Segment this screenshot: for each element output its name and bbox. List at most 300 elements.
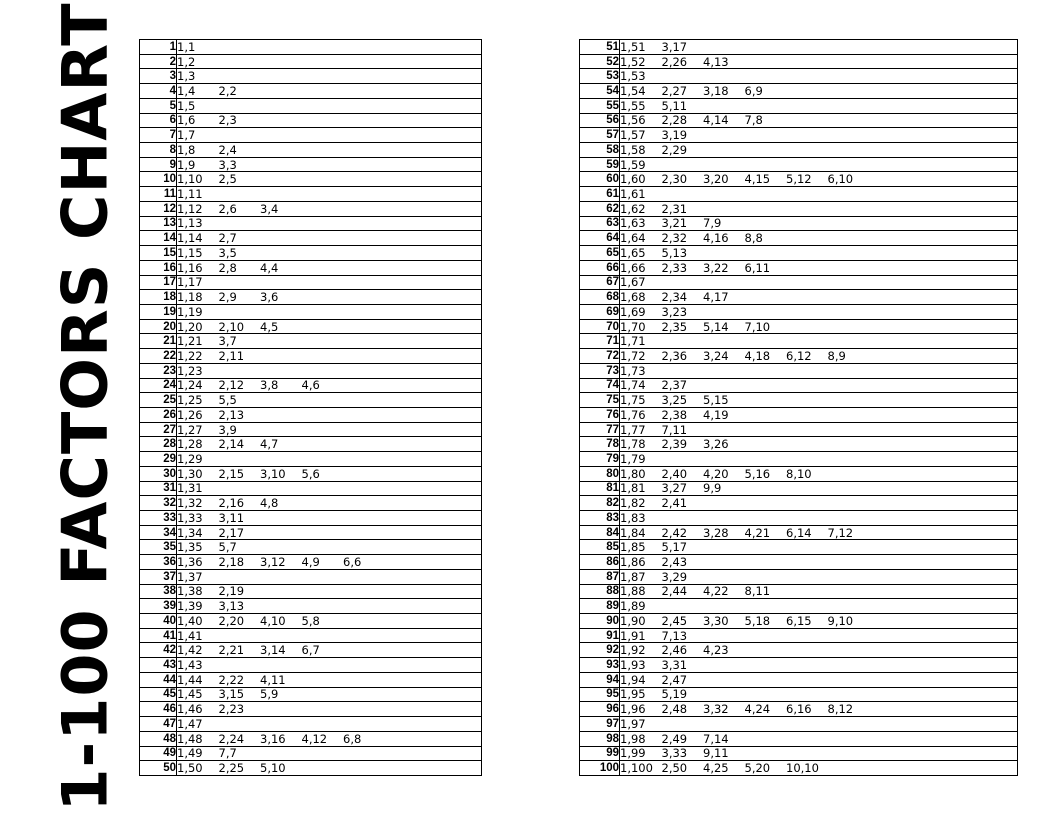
table-row bbox=[580, 584, 1018, 599]
factor-pair: 5,10 bbox=[260, 761, 286, 776]
factor-pair: 1,87 bbox=[620, 569, 646, 584]
factor-pair: 4,11 bbox=[260, 672, 286, 687]
row-number: 33 bbox=[140, 511, 177, 526]
factor-pair: 3,14 bbox=[260, 643, 286, 658]
factors-table-right bbox=[579, 39, 1018, 776]
row-number: 66 bbox=[580, 260, 620, 275]
factor-pair: 4,25 bbox=[703, 761, 729, 776]
factor-pairs bbox=[177, 378, 482, 393]
factor-pair: 6,8 bbox=[343, 731, 362, 746]
table-row bbox=[580, 452, 1018, 467]
table-row bbox=[140, 540, 482, 555]
row-number: 21 bbox=[140, 334, 177, 349]
factor-pair: 1,52 bbox=[620, 54, 646, 69]
factor-pair: 1,58 bbox=[620, 142, 646, 157]
factor-pairs bbox=[620, 84, 1018, 99]
row-number: 40 bbox=[140, 614, 177, 629]
factor-pair: 1,20 bbox=[177, 319, 203, 334]
factor-pairs bbox=[177, 422, 482, 437]
factor-pair: 1,27 bbox=[177, 422, 203, 437]
factor-pair: 2,13 bbox=[218, 407, 245, 422]
factor-pair: 2,38 bbox=[661, 407, 688, 422]
table-row bbox=[580, 731, 1018, 746]
factor-pair: 2,10 bbox=[218, 319, 245, 334]
factor-pair: 6,11 bbox=[744, 260, 771, 275]
factor-pairs bbox=[620, 40, 1018, 55]
table-row bbox=[140, 687, 482, 702]
factor-pair: 1,93 bbox=[620, 658, 646, 673]
factor-pair: 1,65 bbox=[620, 245, 646, 260]
factor-pair: 1,13 bbox=[177, 216, 203, 231]
row-number: 46 bbox=[140, 702, 177, 717]
table-row bbox=[140, 157, 482, 172]
factor-pair: 1,90 bbox=[620, 613, 646, 628]
factor-pair: 1,71 bbox=[620, 334, 646, 349]
factor-pair: 1,56 bbox=[620, 113, 646, 128]
factor-pair: 4,24 bbox=[744, 702, 771, 717]
factor-pair: 1,46 bbox=[177, 702, 203, 717]
factor-pair: 1,21 bbox=[177, 334, 203, 349]
row-number: 24 bbox=[140, 378, 177, 393]
factor-pairs bbox=[177, 672, 482, 687]
factor-pairs bbox=[620, 128, 1018, 143]
factor-pair: 2,44 bbox=[661, 584, 688, 599]
row-number: 19 bbox=[140, 304, 177, 319]
table-row bbox=[580, 525, 1018, 540]
factor-pair: 4,17 bbox=[703, 290, 729, 305]
factor-pairs bbox=[620, 496, 1018, 511]
row-number: 11 bbox=[140, 187, 177, 202]
table-row bbox=[140, 614, 482, 629]
factor-pairs bbox=[620, 172, 1018, 187]
factor-pair: 3,29 bbox=[661, 569, 688, 584]
factor-pair: 2,16 bbox=[218, 496, 245, 511]
factor-pair: 1,59 bbox=[620, 157, 646, 172]
factor-pair: 5,6 bbox=[301, 466, 320, 481]
table-row bbox=[140, 187, 482, 202]
factor-pair: 1,8 bbox=[177, 142, 196, 157]
row-number: 98 bbox=[580, 731, 620, 746]
factor-pair: 5,18 bbox=[744, 613, 771, 628]
factor-pair: 1,92 bbox=[620, 643, 646, 658]
row-number: 94 bbox=[580, 672, 620, 687]
table-row bbox=[580, 569, 1018, 584]
factor-pair: 1,14 bbox=[177, 231, 203, 246]
factor-pairs bbox=[177, 466, 482, 481]
row-number: 70 bbox=[580, 319, 620, 334]
factor-pair: 3,9 bbox=[218, 422, 237, 437]
factor-pair: 9,10 bbox=[827, 613, 854, 628]
factor-pair: 1,79 bbox=[620, 451, 646, 466]
factor-pair: 1,66 bbox=[620, 260, 646, 275]
factor-pair: 1,38 bbox=[177, 584, 203, 599]
factor-pairs bbox=[177, 643, 482, 658]
table-row bbox=[580, 40, 1018, 55]
factor-pairs bbox=[177, 687, 482, 702]
factor-pair: 1,63 bbox=[620, 216, 646, 231]
table-row bbox=[580, 157, 1018, 172]
factor-pair: 2,36 bbox=[661, 348, 688, 363]
factor-pair: 1,67 bbox=[620, 275, 646, 290]
factor-pair: 1,48 bbox=[177, 731, 203, 746]
factor-pair: 2,6 bbox=[218, 201, 237, 216]
factor-pairs bbox=[620, 304, 1018, 319]
factor-pairs bbox=[620, 378, 1018, 393]
factor-pair: 4,21 bbox=[744, 525, 771, 540]
factor-pair: 6,16 bbox=[786, 702, 812, 717]
factor-pair: 2,24 bbox=[218, 731, 245, 746]
factor-pair: 5,7 bbox=[218, 540, 237, 555]
factor-pairs bbox=[620, 69, 1018, 84]
factor-pairs bbox=[620, 334, 1018, 349]
table-row bbox=[580, 437, 1018, 452]
factor-pair: 2,45 bbox=[661, 613, 688, 628]
factor-pair: 1,39 bbox=[177, 599, 203, 614]
factor-pair: 6,10 bbox=[827, 172, 854, 187]
factor-pair: 1,69 bbox=[620, 304, 646, 319]
factor-pair: 1,97 bbox=[620, 716, 646, 731]
factor-pairs bbox=[620, 555, 1018, 570]
table-row bbox=[140, 319, 482, 334]
factor-pair: 1,62 bbox=[620, 201, 646, 216]
row-number: 89 bbox=[580, 599, 620, 614]
factor-pair: 1,26 bbox=[177, 407, 203, 422]
row-number: 71 bbox=[580, 334, 620, 349]
factor-pair: 4,5 bbox=[260, 319, 279, 334]
row-number: 18 bbox=[140, 290, 177, 305]
factor-pair: 1,60 bbox=[620, 172, 646, 187]
factor-pair: 1,7 bbox=[177, 128, 196, 143]
factor-pair: 3,30 bbox=[703, 613, 729, 628]
row-number: 9 bbox=[140, 157, 177, 172]
factor-pair: 1,16 bbox=[177, 260, 203, 275]
factor-pairs bbox=[177, 540, 482, 555]
factor-pair: 1,76 bbox=[620, 407, 646, 422]
row-number: 27 bbox=[140, 422, 177, 437]
table-row bbox=[580, 216, 1018, 231]
table-row bbox=[580, 334, 1018, 349]
factor-pair: 2,20 bbox=[218, 613, 245, 628]
row-number: 20 bbox=[140, 319, 177, 334]
factor-pair: 2,25 bbox=[218, 761, 245, 776]
factor-pair: 3,3 bbox=[218, 157, 237, 172]
factor-pair: 1,72 bbox=[620, 348, 646, 363]
table-row bbox=[580, 349, 1018, 364]
factor-pair: 6,14 bbox=[786, 525, 812, 540]
table-row bbox=[580, 407, 1018, 422]
factor-pair: 1,41 bbox=[177, 628, 203, 643]
factor-pair: 7,13 bbox=[661, 628, 688, 643]
factor-pairs bbox=[177, 407, 482, 422]
factor-pairs bbox=[177, 128, 482, 143]
factor-pair: 1,28 bbox=[177, 437, 203, 452]
factor-pairs bbox=[177, 658, 482, 673]
factor-pair: 4,9 bbox=[301, 555, 320, 570]
row-number: 91 bbox=[580, 628, 620, 643]
row-number: 79 bbox=[580, 452, 620, 467]
table-row bbox=[580, 496, 1018, 511]
factor-pair: 8,11 bbox=[744, 584, 771, 599]
factor-pairs bbox=[177, 334, 482, 349]
table-row bbox=[140, 334, 482, 349]
table-row bbox=[140, 113, 482, 128]
factor-pair: 7,12 bbox=[827, 525, 854, 540]
factor-pairs bbox=[177, 113, 482, 128]
factor-pair: 1,30 bbox=[177, 466, 203, 481]
table-row bbox=[580, 246, 1018, 261]
factor-pairs bbox=[177, 569, 482, 584]
table-row bbox=[140, 643, 482, 658]
factor-pair: 9,9 bbox=[703, 481, 722, 496]
factor-pair: 1,29 bbox=[177, 451, 203, 466]
factor-pair: 1,3 bbox=[177, 69, 196, 84]
factor-pair: 1,85 bbox=[620, 540, 646, 555]
row-number: 51 bbox=[580, 40, 620, 55]
table-row bbox=[580, 466, 1018, 481]
table-row bbox=[580, 54, 1018, 69]
table-row bbox=[580, 702, 1018, 717]
row-number: 57 bbox=[580, 128, 620, 143]
factor-pair: 4,15 bbox=[744, 172, 771, 187]
factor-pairs bbox=[620, 407, 1018, 422]
factor-pair: 3,7 bbox=[218, 334, 237, 349]
row-number: 85 bbox=[580, 540, 620, 555]
table-row bbox=[140, 525, 482, 540]
row-number: 81 bbox=[580, 481, 620, 496]
factor-pair: 1,99 bbox=[620, 746, 646, 761]
factor-pairs bbox=[177, 275, 482, 290]
factor-pairs bbox=[620, 157, 1018, 172]
factor-pair: 1,83 bbox=[620, 510, 646, 525]
factor-pair: 5,9 bbox=[260, 687, 279, 702]
factor-pair: 1,96 bbox=[620, 702, 646, 717]
factor-pair: 1,70 bbox=[620, 319, 646, 334]
table-row bbox=[140, 511, 482, 526]
factor-pairs bbox=[177, 628, 482, 643]
factor-pair: 3,5 bbox=[218, 245, 237, 260]
factor-pair: 3,4 bbox=[260, 201, 279, 216]
factor-pair: 7,7 bbox=[218, 746, 237, 761]
row-number: 75 bbox=[580, 393, 620, 408]
table-row bbox=[580, 628, 1018, 643]
factor-pair: 5,20 bbox=[744, 761, 771, 776]
factor-pair: 7,9 bbox=[703, 216, 722, 231]
factor-pairs bbox=[620, 569, 1018, 584]
factor-pair: 1,44 bbox=[177, 672, 203, 687]
factor-pair: 2,48 bbox=[661, 702, 688, 717]
table-row bbox=[140, 422, 482, 437]
factor-pairs bbox=[620, 98, 1018, 113]
row-number: 97 bbox=[580, 717, 620, 732]
table-row bbox=[140, 290, 482, 305]
factor-pair: 8,10 bbox=[786, 466, 812, 481]
factor-pair: 1,11 bbox=[177, 187, 203, 202]
table-row bbox=[580, 304, 1018, 319]
factor-pair: 4,6 bbox=[301, 378, 320, 393]
factor-pair: 7,11 bbox=[661, 422, 688, 437]
factor-pairs bbox=[620, 540, 1018, 555]
factor-pair: 2,18 bbox=[218, 555, 245, 570]
row-number: 39 bbox=[140, 599, 177, 614]
table-row bbox=[140, 731, 482, 746]
table-row bbox=[580, 98, 1018, 113]
factor-pair: 10,10 bbox=[786, 761, 819, 776]
row-number: 61 bbox=[580, 187, 620, 202]
factor-pair: 2,11 bbox=[218, 348, 245, 363]
factor-pair: 1,40 bbox=[177, 613, 203, 628]
table-row bbox=[140, 246, 482, 261]
table-row bbox=[580, 275, 1018, 290]
row-number: 38 bbox=[140, 584, 177, 599]
factor-pair: 3,10 bbox=[260, 466, 286, 481]
factor-pair: 1,75 bbox=[620, 393, 646, 408]
factor-pair: 1,57 bbox=[620, 128, 646, 143]
factor-pair: 3,23 bbox=[661, 304, 688, 319]
factor-pair: 4,23 bbox=[703, 643, 729, 658]
table-row bbox=[580, 746, 1018, 761]
table-row bbox=[580, 687, 1018, 702]
factor-pair: 1,33 bbox=[177, 510, 203, 525]
factor-pair: 3,13 bbox=[218, 599, 245, 614]
factor-pair: 2,22 bbox=[218, 672, 245, 687]
factor-pair: 5,15 bbox=[703, 393, 729, 408]
row-number: 68 bbox=[580, 290, 620, 305]
factor-pair: 3,28 bbox=[703, 525, 729, 540]
table-row bbox=[140, 128, 482, 143]
factor-pair: 1,37 bbox=[177, 569, 203, 584]
table-row bbox=[140, 54, 482, 69]
row-number: 72 bbox=[580, 349, 620, 364]
factor-pair: 2,17 bbox=[218, 525, 245, 540]
row-number: 90 bbox=[580, 614, 620, 629]
table-row bbox=[140, 702, 482, 717]
factor-pair: 4,8 bbox=[260, 496, 279, 511]
factor-pairs bbox=[177, 246, 482, 261]
factor-pair: 1,64 bbox=[620, 231, 646, 246]
factor-pairs bbox=[620, 231, 1018, 246]
table-row bbox=[140, 143, 482, 158]
table-row bbox=[140, 363, 482, 378]
row-number: 28 bbox=[140, 437, 177, 452]
factor-pair: 5,16 bbox=[744, 466, 771, 481]
row-number: 56 bbox=[580, 113, 620, 128]
row-number: 3 bbox=[140, 69, 177, 84]
table-row bbox=[140, 393, 482, 408]
row-number: 23 bbox=[140, 363, 177, 378]
factor-pairs bbox=[177, 555, 482, 570]
factor-pair: 1,88 bbox=[620, 584, 646, 599]
factor-pair: 2,23 bbox=[218, 702, 245, 717]
row-number: 54 bbox=[580, 84, 620, 99]
factor-pair: 6,6 bbox=[343, 555, 362, 570]
factor-pair: 1,34 bbox=[177, 525, 203, 540]
factor-pairs bbox=[620, 393, 1018, 408]
factor-pair: 3,22 bbox=[703, 260, 729, 275]
factor-pair: 6,9 bbox=[744, 84, 763, 99]
factor-pair: 2,39 bbox=[661, 437, 688, 452]
factor-pair: 2,9 bbox=[218, 290, 237, 305]
table-row bbox=[140, 628, 482, 643]
factor-pair: 1,12 bbox=[177, 201, 203, 216]
factor-pair: 1,5 bbox=[177, 98, 196, 113]
row-number: 92 bbox=[580, 643, 620, 658]
factor-pair: 7,10 bbox=[744, 319, 771, 334]
factor-pair: 1,15 bbox=[177, 245, 203, 260]
factor-pair: 4,20 bbox=[703, 466, 729, 481]
row-number: 65 bbox=[580, 246, 620, 261]
factor-pair: 1,80 bbox=[620, 466, 646, 481]
factor-pair: 1,100 bbox=[620, 761, 653, 776]
table-row bbox=[140, 304, 482, 319]
factor-pairs bbox=[620, 246, 1018, 261]
factor-pair: 1,81 bbox=[620, 481, 646, 496]
row-number: 34 bbox=[140, 525, 177, 540]
factor-pair: 8,12 bbox=[827, 702, 854, 717]
row-number: 78 bbox=[580, 437, 620, 452]
factor-pairs bbox=[177, 201, 482, 216]
factor-pairs bbox=[177, 511, 482, 526]
table-row bbox=[580, 481, 1018, 496]
factor-pairs bbox=[620, 658, 1018, 673]
factor-pair: 6,15 bbox=[786, 613, 812, 628]
factor-pair: 1,68 bbox=[620, 290, 646, 305]
factor-pair: 1,2 bbox=[177, 54, 196, 69]
factor-pair: 3,11 bbox=[218, 510, 245, 525]
row-number: 67 bbox=[580, 275, 620, 290]
factor-pair: 1,22 bbox=[177, 348, 203, 363]
table-row bbox=[580, 555, 1018, 570]
table-row bbox=[140, 466, 482, 481]
factor-pair: 4,13 bbox=[703, 54, 729, 69]
table-row bbox=[140, 599, 482, 614]
table-row bbox=[140, 84, 482, 99]
factor-pair: 1,31 bbox=[177, 481, 203, 496]
factor-pairs bbox=[177, 452, 482, 467]
factor-pair: 5,19 bbox=[661, 687, 688, 702]
factor-pair: 1,43 bbox=[177, 658, 203, 673]
table-row bbox=[140, 584, 482, 599]
table-row bbox=[140, 172, 482, 187]
factor-pair: 3,12 bbox=[260, 555, 286, 570]
factor-pair: 3,18 bbox=[703, 84, 729, 99]
table-row bbox=[140, 658, 482, 673]
factor-pair: 4,19 bbox=[703, 407, 729, 422]
table-row bbox=[580, 378, 1018, 393]
factor-pairs bbox=[620, 628, 1018, 643]
factor-pairs bbox=[620, 363, 1018, 378]
factor-pair: 4,12 bbox=[301, 731, 328, 746]
factor-pair: 1,53 bbox=[620, 69, 646, 84]
row-number: 14 bbox=[140, 231, 177, 246]
row-number: 63 bbox=[580, 216, 620, 231]
factor-pair: 2,35 bbox=[661, 319, 688, 334]
factor-pair: 2,7 bbox=[218, 231, 237, 246]
factor-pair: 2,49 bbox=[661, 731, 688, 746]
factor-pairs bbox=[177, 84, 482, 99]
table-row bbox=[140, 260, 482, 275]
table-row bbox=[580, 69, 1018, 84]
row-number: 45 bbox=[140, 687, 177, 702]
factor-pair: 1,55 bbox=[620, 98, 646, 113]
factor-pair: 1,50 bbox=[177, 761, 203, 776]
factor-pair: 9,11 bbox=[703, 746, 729, 761]
factor-pairs bbox=[177, 363, 482, 378]
row-number: 17 bbox=[140, 275, 177, 290]
factor-pairs bbox=[177, 231, 482, 246]
row-number: 60 bbox=[580, 172, 620, 187]
row-number: 6 bbox=[140, 113, 177, 128]
table-row bbox=[140, 275, 482, 290]
